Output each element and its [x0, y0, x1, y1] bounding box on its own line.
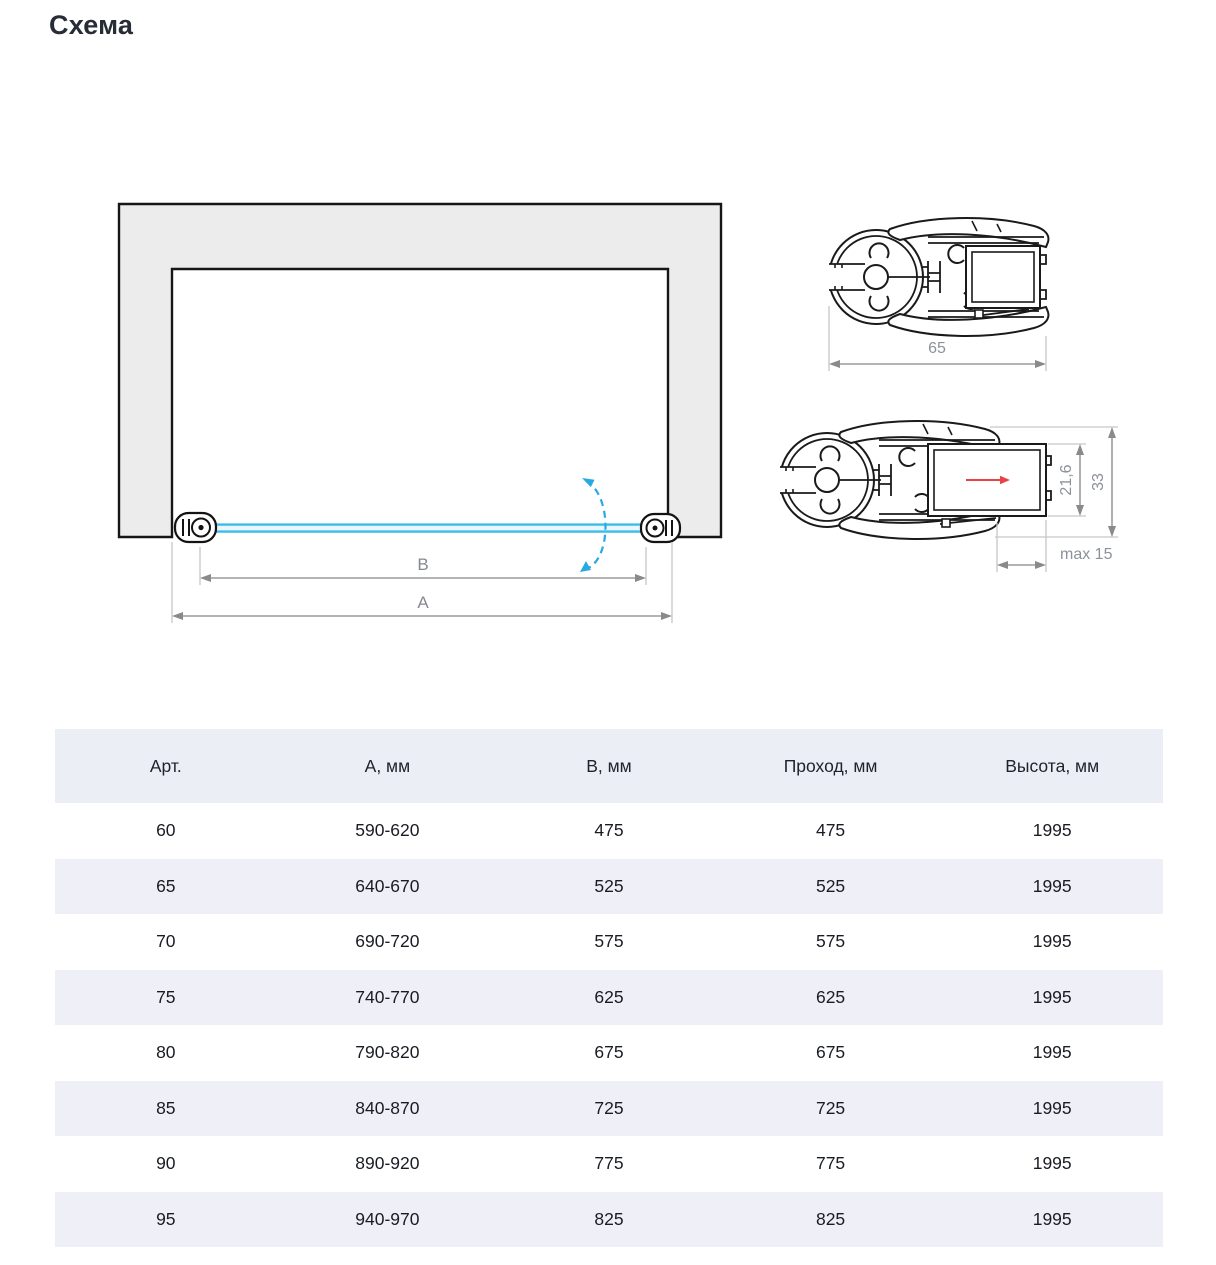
cell-b: 725 — [498, 1081, 720, 1137]
table-row — [55, 914, 1163, 970]
cell-a: 590-620 — [355, 820, 420, 841]
size-table — [55, 729, 1163, 1247]
cell-height: 1995 — [1032, 1153, 1072, 1174]
cell-passage: 475 — [815, 820, 846, 841]
dimension-21-6-label: 21,6 — [1058, 464, 1075, 496]
cell-height: 1995 — [941, 970, 1163, 1026]
swing-arrow-up-icon — [582, 478, 595, 487]
table-row — [55, 970, 1163, 1026]
dimension-max-15-label: max 15 — [1060, 546, 1113, 563]
cell-a: 740-770 — [277, 970, 499, 1026]
table-row — [55, 859, 1163, 915]
table-row — [55, 803, 1163, 859]
cell-art: 95 — [55, 1192, 277, 1248]
cell-height: 1995 — [941, 859, 1163, 915]
dimension-b-label: B — [417, 555, 429, 574]
cell-b: 675 — [594, 1042, 624, 1063]
wall-shape — [119, 204, 721, 537]
cell-art: 60 — [156, 820, 176, 841]
dimension-65-label: 65 — [928, 340, 946, 357]
profile-section-closed — [826, 218, 1048, 371]
cell-a: 840-870 — [277, 1081, 499, 1137]
column-header-art: Арт. — [55, 729, 277, 803]
page-title: Схема — [49, 10, 134, 40]
cell-passage: 825 — [720, 1192, 942, 1248]
cell-art: 80 — [156, 1042, 176, 1063]
cell-art: 90 — [156, 1153, 176, 1174]
dimension-max-15 — [997, 520, 1113, 572]
cell-b: 525 — [498, 859, 720, 915]
left-hinge — [175, 513, 216, 542]
table-header-row — [55, 729, 1163, 803]
dimension-b — [200, 547, 646, 585]
cell-passage: 725 — [720, 1081, 942, 1137]
column-header-b: В, мм — [498, 729, 720, 803]
cell-a: 940-970 — [277, 1192, 499, 1248]
table-row — [55, 1025, 1163, 1081]
cell-a: 890-920 — [355, 1153, 420, 1174]
cell-b: 625 — [498, 970, 720, 1026]
cell-art: 65 — [55, 859, 277, 915]
table-row — [55, 1136, 1163, 1192]
cell-passage: 525 — [720, 859, 942, 915]
cell-passage: 625 — [720, 970, 942, 1026]
cell-art: 70 — [156, 931, 176, 952]
wall-plan — [119, 204, 721, 537]
glass-panel — [211, 524, 643, 533]
cell-a: 790-820 — [355, 1042, 420, 1063]
cell-passage: 575 — [815, 931, 846, 952]
profile-section-adjustable — [777, 421, 1118, 572]
table-row — [55, 1081, 1163, 1137]
cell-a: 690-720 — [355, 931, 420, 952]
cell-height: 1995 — [1032, 820, 1072, 841]
column-header-passage: Проход, мм — [720, 729, 942, 803]
cell-height: 1995 — [1032, 931, 1072, 952]
cell-b: 575 — [594, 931, 624, 952]
cell-height: 1995 — [1032, 1042, 1072, 1063]
cell-b: 825 — [498, 1192, 720, 1248]
cell-passage: 775 — [815, 1153, 846, 1174]
cell-passage: 675 — [815, 1042, 846, 1063]
cell-a: 640-670 — [277, 859, 499, 915]
dimension-33-label: 33 — [1090, 473, 1107, 491]
dimension-a-label: A — [417, 593, 429, 612]
cell-art: 85 — [55, 1081, 277, 1137]
column-header-height: Высота, мм — [941, 729, 1163, 803]
cell-art: 75 — [55, 970, 277, 1026]
cell-height: 1995 — [941, 1192, 1163, 1248]
right-hinge — [641, 514, 680, 542]
cell-b: 475 — [594, 820, 624, 841]
column-header-a: А, мм — [277, 729, 499, 803]
dimension-21-6 — [1048, 444, 1086, 516]
cell-height: 1995 — [941, 1081, 1163, 1137]
table-row — [55, 1192, 1163, 1248]
cell-b: 775 — [594, 1153, 624, 1174]
